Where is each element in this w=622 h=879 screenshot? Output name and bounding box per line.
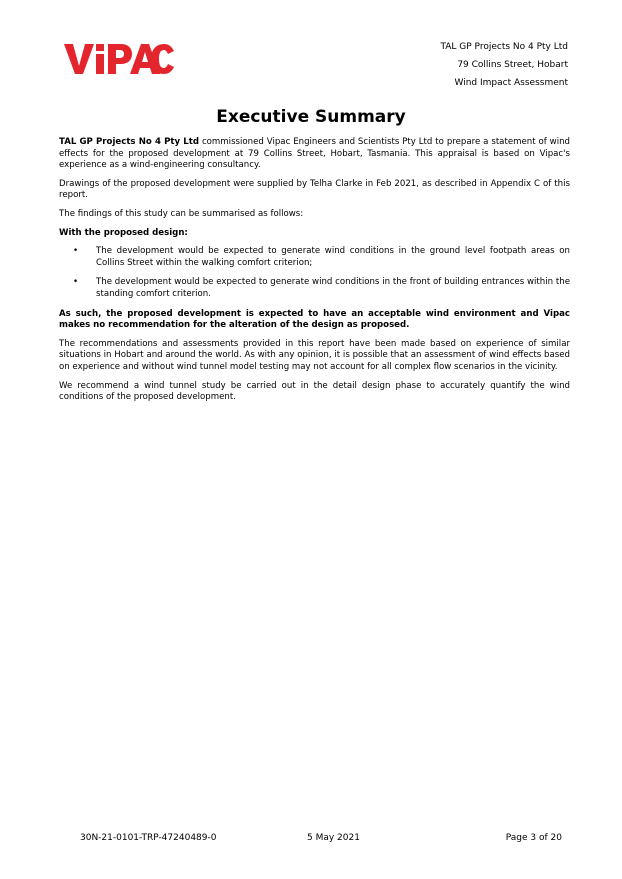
with-design-heading: With the proposed design: bbox=[59, 227, 188, 238]
footer-date: 5 May 2021 bbox=[307, 833, 360, 843]
header-report-type: Wind Impact Assessment bbox=[454, 78, 568, 88]
vipac-logo bbox=[64, 42, 174, 76]
wind-tunnel-paragraph: We recommend a wind tunnel study be carried out in the detail design phase to accurately quantify the wind conditions of the proposed development. bbox=[59, 380, 570, 403]
bullet-icon: • bbox=[73, 246, 79, 257]
intro-text: commissioned Vipac Engineers and Scientists Pty Ltd to prepare a statement of wind effects for the proposed development at 79 Collins Street, Hobart, Tasmania. This appraisal is based on Vipac's experience as a wind-engineering consultancy. bbox=[59, 137, 571, 171]
findings-paragraph: The findings of this study can be summarised as follows: bbox=[59, 208, 304, 219]
conclusion-paragraph: As such, the proposed development is expected to have an acceptable wind environment and Vipac makes no recommendation for the alteration of the design as proposed. bbox=[59, 308, 570, 331]
page-title: Executive Summary bbox=[216, 107, 406, 127]
recommendations-paragraph: The recommendations and assessments provided in this report have been made based on experience of similar situations in Hobart and around the world. As with any opinion, it is possible that an assessment of wind effects based on experience and without wind tunnel model testing may not account for all complex flow scenarios in the vicinity. bbox=[59, 338, 570, 372]
footer-page-number: Page 3 of 20 bbox=[505, 833, 562, 843]
header-company: TAL GP Projects No 4 Pty Ltd bbox=[440, 42, 568, 52]
drawings-paragraph: Drawings of the proposed development were supplied by Telha Clarke in Feb 2021, as described in Appendix C of this report. bbox=[59, 178, 570, 201]
list-item: • The development would be expected to generate wind conditions in the ground level footpath areas on Collins Street within the walking comfort criterion; bbox=[73, 246, 570, 268]
header-info bbox=[440, 38, 568, 92]
bullet-icon: • bbox=[73, 277, 79, 288]
document-body bbox=[59, 137, 570, 411]
findings-list bbox=[59, 246, 570, 300]
list-item: • The development would be expected to generate wind conditions in the front of building entrances within the standing comfort criterion. bbox=[73, 277, 570, 299]
header-address: 79 Collins Street, Hobart bbox=[457, 60, 568, 70]
intro-paragraph bbox=[59, 137, 570, 172]
footer-doc-number: 30N-21-0101-TRP-47240489-0 bbox=[80, 833, 217, 843]
intro-bold-lead: TAL GP Projects No 4 Pty Ltd bbox=[59, 137, 200, 147]
